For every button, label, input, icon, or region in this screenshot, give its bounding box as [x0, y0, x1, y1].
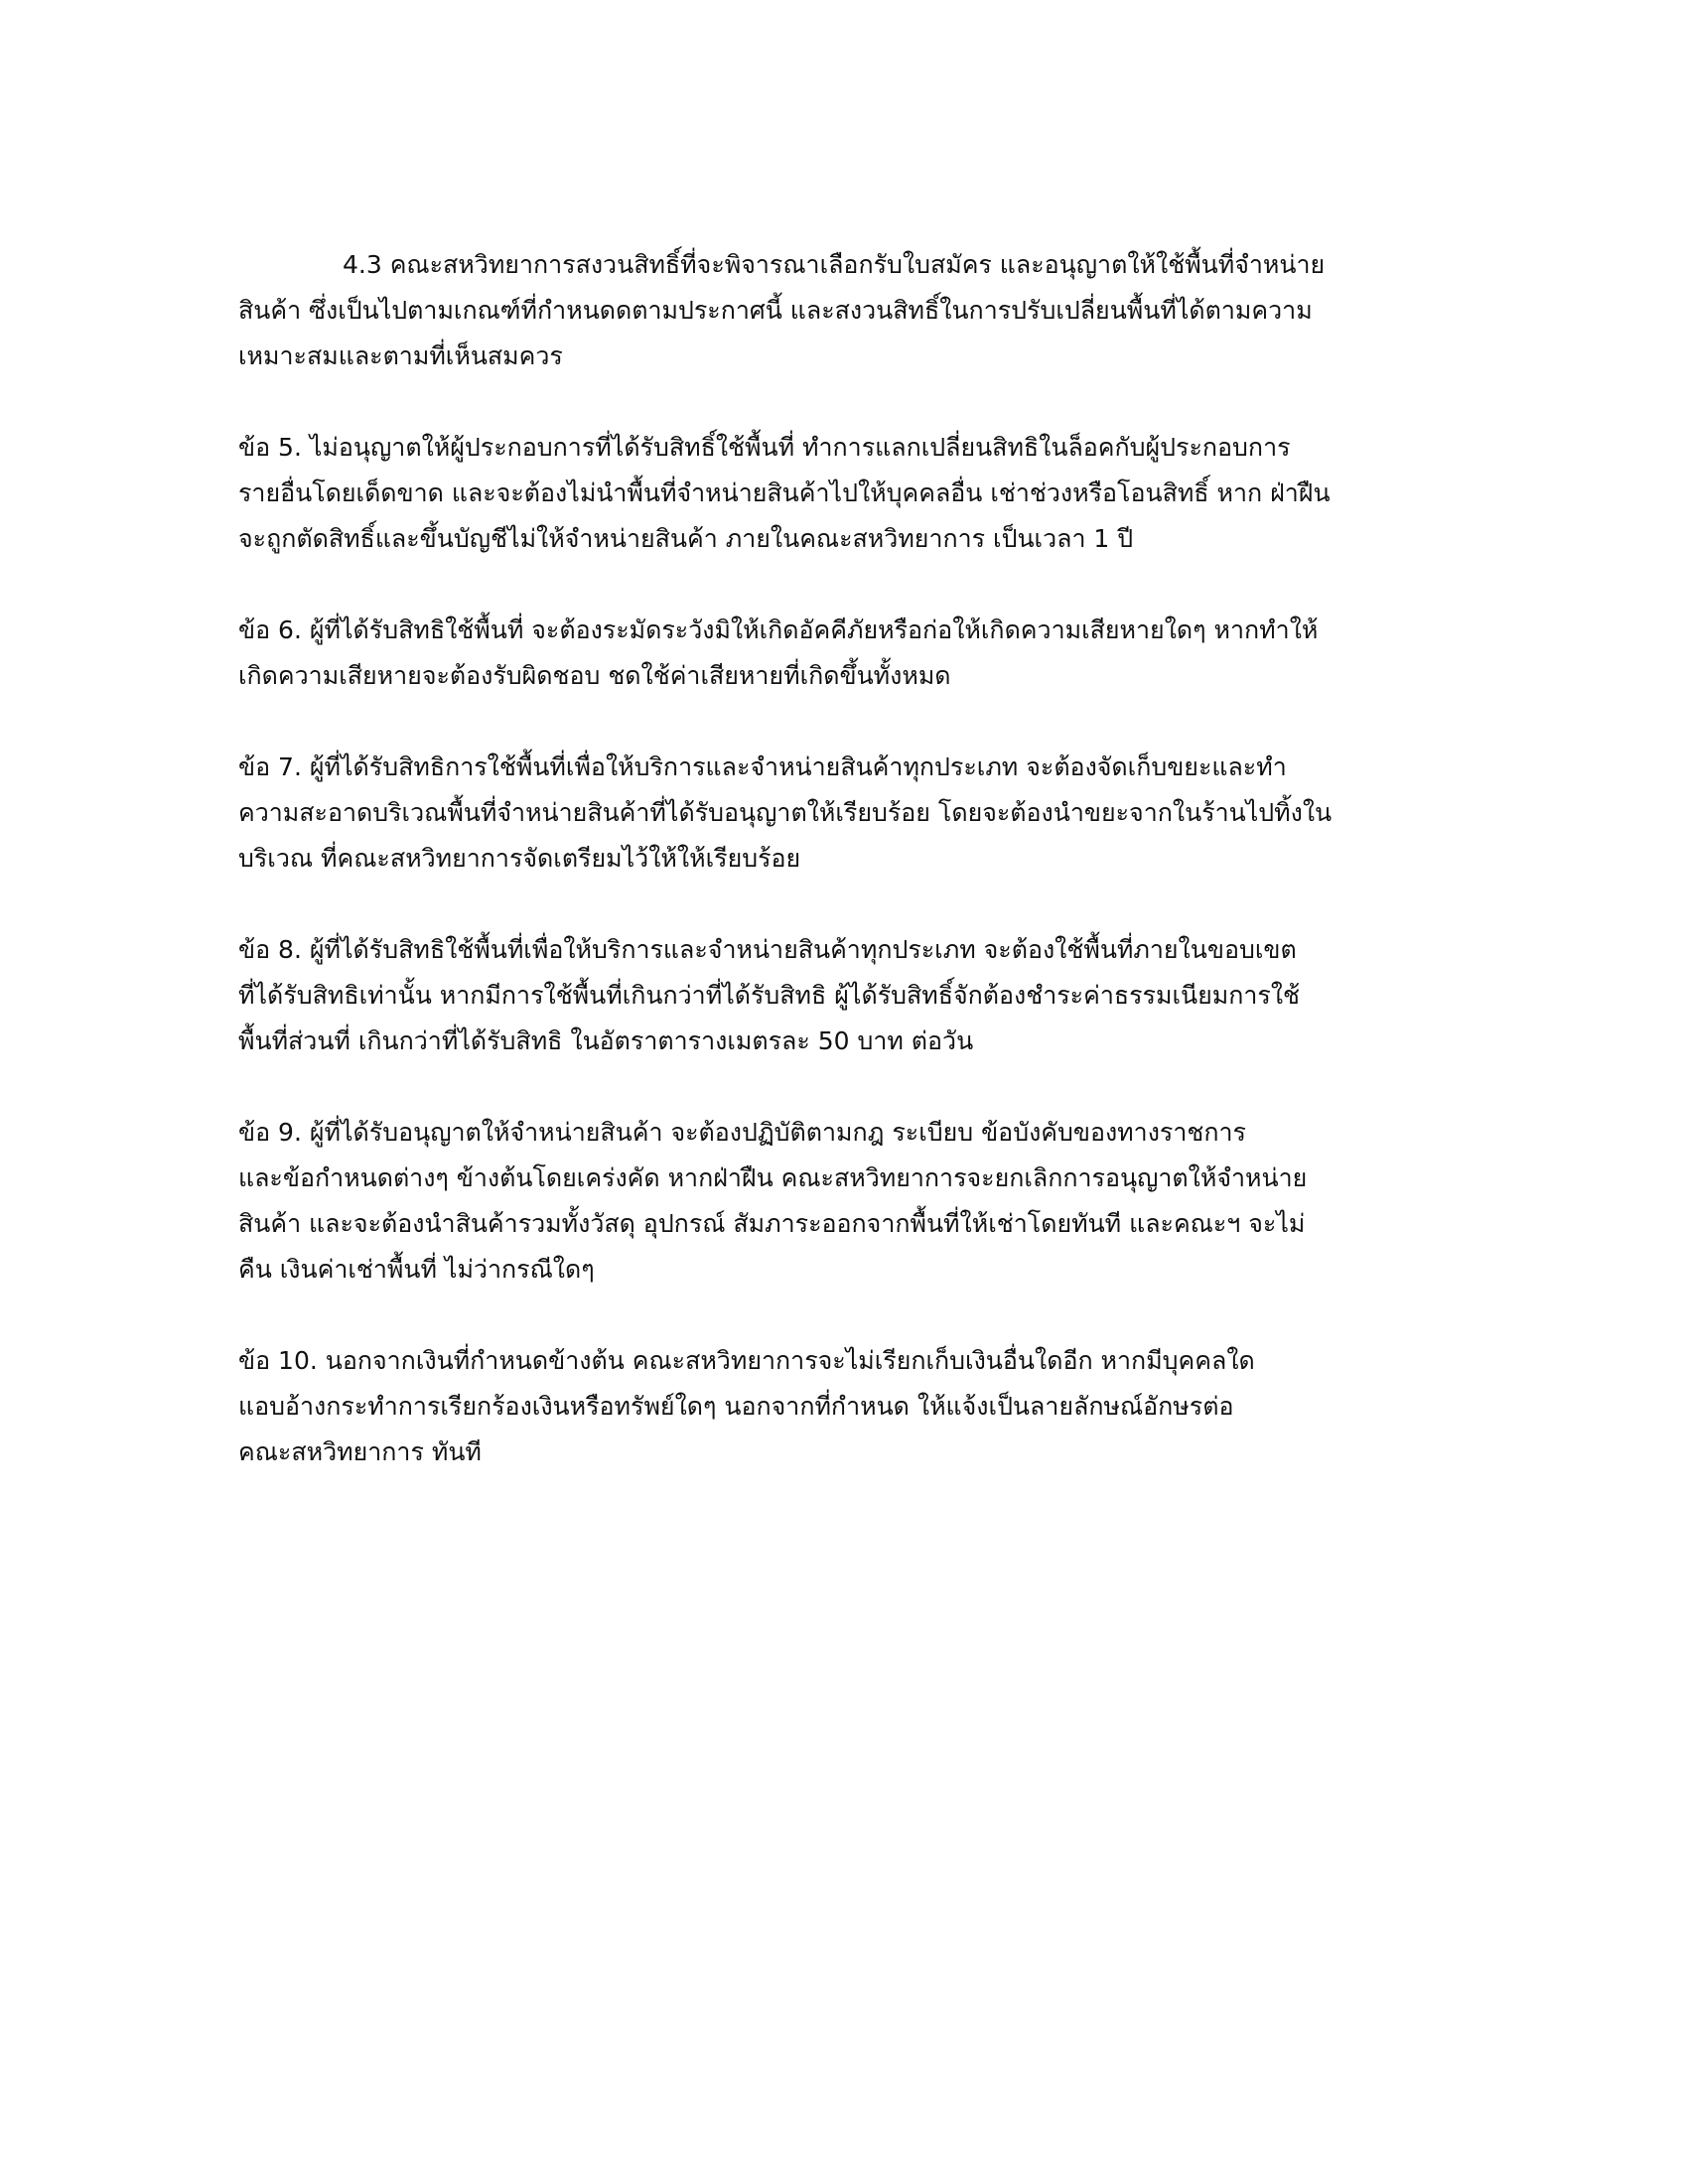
- clause-10-paragraph: ข้อ 10. นอกจากเงินที่กำหนดข้างต้น คณะสหวิทยาการจะไม่เรียกเก็บเงินอื่นใดอีก หากมีบุคคลใด แอบอ้างกระทำการเรียกร้องเงินหรือทรัพย์ใดๆ นอกจากที่กำหนด ให้แจ้งเป็นลายลักษณ์อักษรต่อ คณะสหวิทยาการ ทันที: [238, 1346, 1255, 1466]
- clause-9-paragraph: ข้อ 9. ผู้ที่ได้รับอนุญาตให้จำหน่ายสินค้า จะต้องปฏิบัติตามกฎ ระเบียบ ข้อบังคับของทางราชการ และข้อกำหนดต่างๆ ข้างต้นโดยเคร่งคัด หากฝ่าฝืน คณะสหวิทยาการจะยกเลิกการอนุญาตให้จำหน่าย สินค้า และจะต้องนำสินค้ารวมทั้งวัสดุ อุปกรณ์ สัมภาระออกจากพื้นที่ให้เช่าโดยทันที และคณะฯ จะไม่ คืน เงินค่าเช่าพื้นที่ ไม่ว่ากรณีใดๆ: [238, 1118, 1308, 1284]
- clause-8-paragraph: ข้อ 8. ผู้ที่ได้รับสิทธิใช้พื้นที่เพื่อให้บริการและจำหน่ายสินค้าทุกประเภท จะต้องใช้พื้นที่ภายในขอบเขต ที่ได้รับสิทธิเท่านั้น หากมีการใช้พื้นที่เกินกว่าที่ได้รับสิทธิ ผู้ได้รับสิทธิ์จักต้องชำระค่าธรรมเนียมการใช้ พื้นที่ส่วนที่ เกินกว่าที่ได้รับสิทธิ ในอัตราตารางเมตรละ 50 บาท ต่อวัน: [238, 935, 1300, 1055]
- clause-6-paragraph: ข้อ 6. ผู้ที่ได้รับสิทธิใช้พื้นที่ จะต้องระมัดระวังมิให้เกิดอัคคีภัยหรือก่อให้เกิดความเสียหายใดๆ หากทำให้ เกิดความเสียหายจะต้องรับผิดชอบ ชดใช้ค่าเสียหายที่เกิดขึ้นทั้งหมด: [238, 615, 1319, 690]
- clause-5-paragraph: ข้อ 5. ไม่อนุญาตให้ผู้ประกอบการที่ได้รับสิทธิ์ใช้พื้นที่ ทำการแลกเปลี่ยนสิทธิในล็อคกับผู้ประกอบการ รายอื่นโดยเด็ดขาด และจะต้องไม่นำพื้นที่จำหน่ายสินค้าไปให้บุคคลอื่น เช่าช่วงหรือโอนสิทธิ์ หาก ฝ่าฝืน จะถูกตัดสิทธิ์และขึ้นบัญชีไม่ให้จำหน่ายสินค้า ภายในคณะสหวิทยาการ เป็นเวลา 1 ปี: [238, 433, 1331, 553]
- clause-4-3-paragraph: 4.3 คณะสหวิทยาการสงวนสิทธิ์ที่จะพิจารณาเลือกรับใบสมัคร และอนุญาตให้ใช้พื้นที่จำหน่าย สินค้า ซึ่งเป็นไปตามเกณฑ์ที่กำหนดดตามประกาศนี้ และสงวนสิทธิ์ในการปรับเปลี่ยนพื้นที่ได้ตามความ เหมาะสมและตามที่เห็นสมควร: [238, 250, 1326, 370]
- document-body: [238, 242, 1442, 1521]
- clause-7-paragraph: ข้อ 7. ผู้ที่ได้รับสิทธิการใช้พื้นที่เพื่อให้บริการและจำหน่ายสินค้าทุกประเภท จะต้องจัดเก็บขยะและทำ ความสะอาดบริเวณพื้นที่จำหน่ายสินค้าที่ได้รับอนุญาตให้เรียบร้อย โดยจะต้องนำขยะจากในร้านไปทิ้งใน บริเวณ ที่คณะสหวิทยาการจัดเตรียมไว้ให้ให้เรียบร้อย: [238, 752, 1333, 873]
